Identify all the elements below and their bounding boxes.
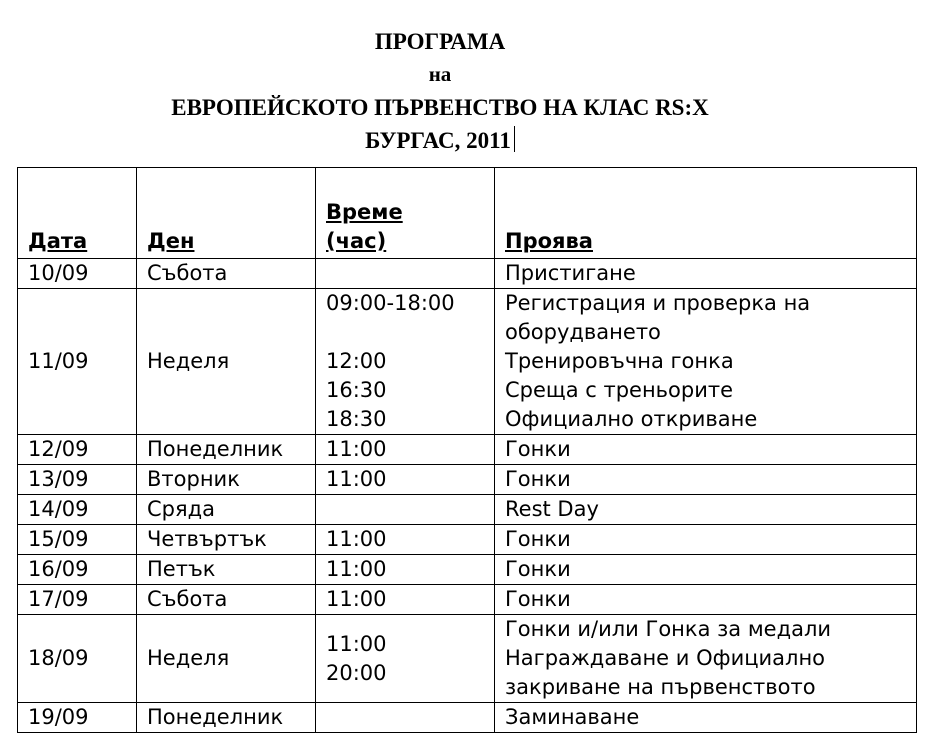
cell-date: 13/09 [18,465,137,495]
text-cursor [514,126,515,152]
time-line: 11:00 [326,631,387,656]
table-row [18,585,917,615]
cell-date: 19/09 [18,703,137,733]
time-line: 16:30 [326,378,387,402]
cell-event [495,495,917,525]
event-line: закриване на първенството [505,675,816,699]
table-row [18,525,917,555]
event-line: Официално откриване [505,407,758,431]
cell-date: 18/09 [18,615,137,703]
event-line: Награждаване и Официално [505,646,826,670]
event-line: Гонки [505,437,571,461]
event-line: Регистрация и проверка на [505,291,811,315]
cell-time [316,585,495,615]
cell-time [316,615,495,703]
cell-event [495,555,917,585]
cell-day: Петък [137,555,316,585]
cell-day: Събота [137,585,316,615]
table-row [18,435,917,465]
cell-event [495,525,917,555]
event-line: Пристигане [505,261,636,285]
cell-time [316,289,495,435]
cell-time [316,525,495,555]
cell-day: Понеделник [137,703,316,733]
cell-day: Понеделник [137,435,316,465]
time-line: 09:00-18:00 [326,291,455,315]
event-line: оборудването [505,320,661,344]
cell-time [316,495,495,525]
time-line [326,703,484,732]
time-line: 11:00 [326,557,387,581]
event-line: Тренировъчна гонка [505,349,734,373]
header-date: Дата [18,168,137,259]
cell-date: 12/09 [18,435,137,465]
event-line: Заминаване [505,705,640,729]
table-row [18,259,917,289]
cell-event [495,585,917,615]
time-line: 20:00 [326,660,387,685]
table-header-row [18,168,917,259]
table-row [18,615,917,703]
table-row [18,495,917,525]
header-time-line: (час) [326,229,387,253]
table-row [18,289,917,435]
time-line: 11:00 [326,467,387,491]
header-time [316,168,495,259]
cell-day: Вторник [137,465,316,495]
event-location-year [0,126,880,154]
cell-day: Неделя [137,289,316,435]
cell-day: Събота [137,259,316,289]
cell-event [495,259,917,289]
header-time-line: Време [326,200,403,224]
cell-event [495,465,917,495]
cell-date: 16/09 [18,555,137,585]
event-line: Гонки [505,557,571,581]
cell-time [316,259,495,289]
time-line [326,259,484,288]
cell-time [316,435,495,465]
cell-event [495,703,917,733]
time-line: 11:00 [326,437,387,461]
cell-event [495,615,917,703]
document-title: ПРОГРАМА [374,29,506,54]
cell-event [495,435,917,465]
table-row [18,555,917,585]
table-body [18,259,917,733]
cell-date: 10/09 [18,259,137,289]
event-name: ЕВРОПЕЙСКОТО ПЪРВЕНСТВО НА КЛАС RS:X [171,95,709,120]
location-year-text: БУРГАС, 2011 [365,128,511,153]
event-line: Rest Day [505,497,599,521]
event-line: Гонки [505,467,571,491]
table-row [18,703,917,733]
event-line: Гонки [505,527,571,551]
cell-date: 11/09 [18,289,137,435]
header-day: Ден [137,168,316,259]
cell-day: Четвъртък [137,525,316,555]
time-line: 11:00 [326,527,387,551]
time-line: 12:00 [326,349,387,373]
cell-day: Неделя [137,615,316,703]
cell-date: 14/09 [18,495,137,525]
cell-day: Сряда [137,495,316,525]
header-event: Проява [495,168,917,259]
document-subtitle-preposition: на [428,62,452,86]
cell-date: 17/09 [18,585,137,615]
cell-time [316,465,495,495]
schedule-table [17,167,917,733]
cell-date: 15/09 [18,525,137,555]
cell-event [495,289,917,435]
event-line: Среща с треньорите [505,378,734,402]
time-line [326,495,484,524]
time-line [326,318,484,347]
cell-time [316,703,495,733]
event-line: Гонки [505,587,571,611]
event-line: Гонки и/или Гонка за медали [505,617,832,641]
cell-time [316,555,495,585]
time-line: 11:00 [326,587,387,611]
table-row [18,465,917,495]
time-line: 18:30 [326,407,387,431]
